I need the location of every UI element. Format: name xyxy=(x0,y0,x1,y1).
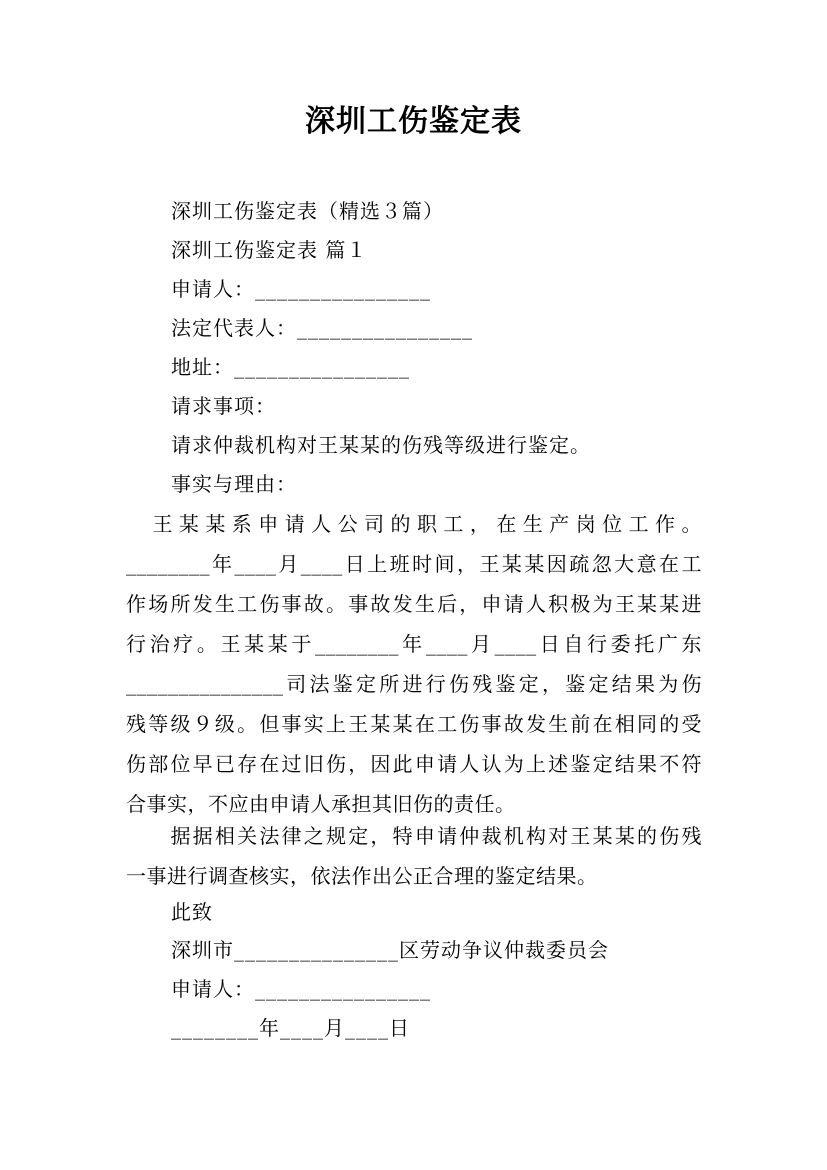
closing-salutation: 此致 xyxy=(171,900,213,924)
recipient-line: 深圳市_______________区劳动争议仲裁委员会 xyxy=(171,938,609,962)
facts-line: 作场所发生工伤事故。事故发生后，申请人积极为王某某进 xyxy=(126,592,702,616)
basis-line: 据据相关法律之规定，特申请仲裁机构对王某某的伤残 xyxy=(126,824,702,848)
address-line: 地址：________________ xyxy=(171,355,410,379)
request-heading: 请求事项： xyxy=(171,394,276,418)
date-line: ________年____月____日 xyxy=(171,1016,410,1040)
facts-paragraph xyxy=(126,504,702,824)
facts-line: _______________司法鉴定所进行伤残鉴定，鉴定结果为伤 xyxy=(126,672,702,696)
subtitle-collection: 深圳工伤鉴定表（精选３篇） xyxy=(171,199,444,223)
facts-line: 王某某系申请人公司的职工，在生产岗位工作。 xyxy=(126,512,702,536)
basis-line: 一事进行调查核实，依法作出公正合理的鉴定结果。 xyxy=(126,864,598,888)
legal-representative-line: 法定代表人：________________ xyxy=(171,316,473,340)
basis-paragraph xyxy=(126,816,702,896)
document-title: 深圳工伤鉴定表 xyxy=(305,104,522,139)
subtitle-article: 深圳工伤鉴定表 篇１ xyxy=(171,238,368,262)
facts-heading: 事实与理由： xyxy=(171,472,297,496)
request-text: 请求仲裁机构对王某某的伤残等级进行鉴定。 xyxy=(171,433,591,457)
facts-line: 伤部位早已存在过旧伤，因此申请人认为上述鉴定结果不符 xyxy=(126,752,702,776)
facts-line: 行治疗。王某某于________年____月____日自行委托广东 xyxy=(126,632,702,656)
facts-line: ________年____月____日上班时间，王某某因疏忽大意在工 xyxy=(126,552,702,576)
applicant-line: 申请人：________________ xyxy=(171,277,431,301)
facts-line: 残等级９级。但事实上王某某在工伤事故发生前在相同的受 xyxy=(126,712,702,736)
facts-line: 合事实，不应由申请人承担其旧伤的责任。 xyxy=(126,792,516,816)
signature-applicant-line: 申请人：________________ xyxy=(171,977,431,1001)
